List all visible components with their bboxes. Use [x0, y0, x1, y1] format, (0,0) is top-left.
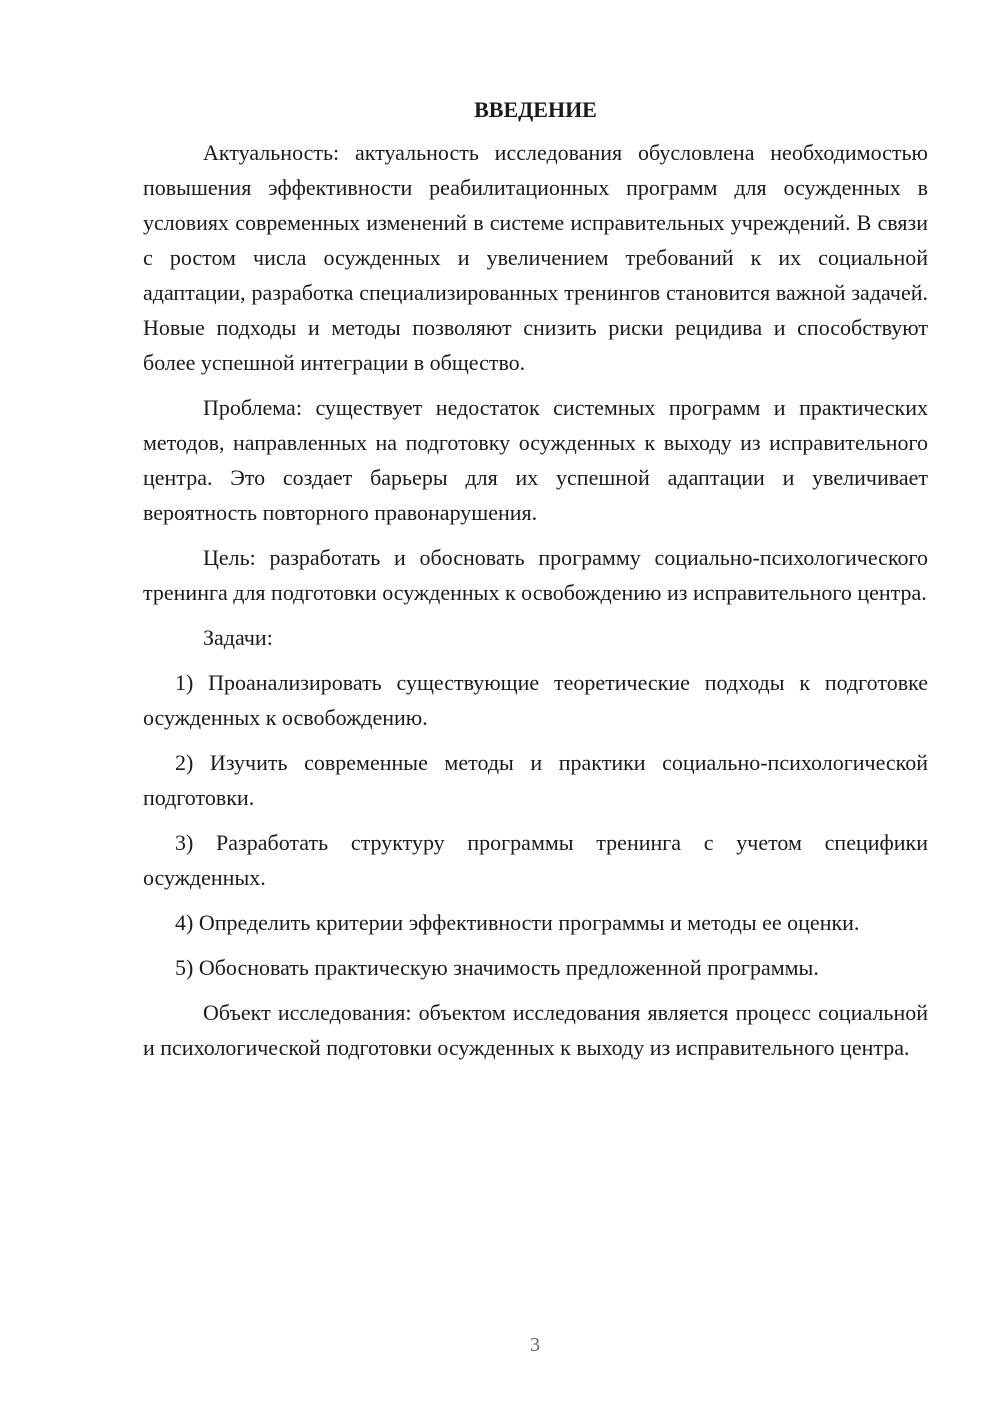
- relevance-paragraph: Актуальность: актуальность исследования обусловлена необходимостью повышения эффективности реабилитационных программ для осужденных в условиях современных изменений в системе исправительных учреждений. В связи с ростом числа осужденных и увеличением требований к их социальной адаптации, разработка специализированных тренингов становится важной задачей. Новые подходы и методы позволяют снизить риски рецидива и способствуют более успешной интеграции в общество.: [143, 140, 928, 375]
- task-item-3: 3) Разработать структуру программы тренинга с учетом специфики осужденных.: [143, 830, 928, 890]
- goal-paragraph: Цель: разработать и обосновать программу социально-психологического тренинга для подготовки осужденных к освобождению из исправительного центра.: [143, 545, 928, 605]
- section-heading: ВВЕДЕНИЕ: [474, 97, 597, 122]
- task-item-1: 1) Проанализировать существующие теоретические подходы к подготовке осужденных к освобождению.: [143, 670, 928, 730]
- page-number: 3: [530, 1334, 540, 1356]
- task-item-2: 2) Изучить современные методы и практики социально-психологической подготовки.: [143, 750, 928, 810]
- page-content: [143, 95, 928, 1075]
- task-item-4: 4) Определить критерии эффективности программы и методы ее оценки.: [175, 910, 860, 935]
- task-item-5: 5) Обосновать практическую значимость предложенной программы.: [175, 955, 819, 980]
- tasks-label: Задачи:: [203, 625, 273, 650]
- problem-paragraph: Проблема: существует недостаток системных программ и практических методов, направленных на подготовку осужденных к выходу из исправительного центра. Это создает барьеры для их успешной адаптации и увеличивает вероятность повторного правонарушения.: [143, 395, 928, 525]
- object-paragraph: Объект исследования: объектом исследования является процесс социальной и психологической подготовки осужденных к выходу из исправительного центра.: [143, 1000, 928, 1060]
